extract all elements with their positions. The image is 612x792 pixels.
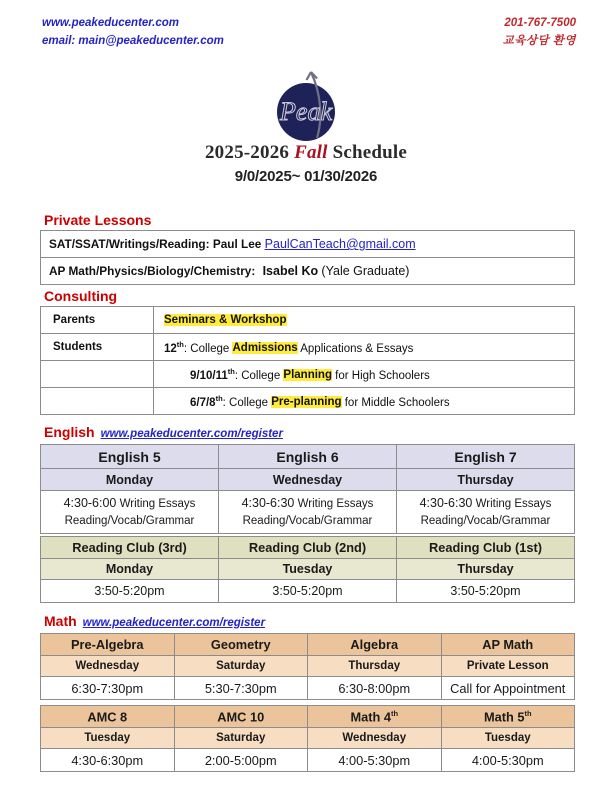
math-course-name: Math 4 [350,709,391,725]
table-row [41,258,575,285]
table-row [41,388,575,415]
table-row [41,469,575,491]
teacher-email-link[interactable]: PaulCanTeach@gmail.com [264,237,416,251]
title-season: Fall [294,142,328,163]
english-course-subject-2: Reading/Vocab/Grammar [242,514,373,527]
consulting-audience [41,388,154,415]
phone-text: 201-767-7500 [504,17,576,29]
consulting-audience [41,361,154,388]
english-course-subject-1: Writing Essays [475,497,552,510]
table-row [41,491,575,534]
math-table-1 [40,633,575,700]
contact-info-right [503,14,576,50]
consulting-audience: Parents [41,307,154,334]
website-text: www.peakeducenter.com [42,17,179,29]
math-course-suffix: th [524,708,532,718]
math-course-header [308,706,442,728]
consulting-table [40,306,575,415]
english-classes-table [40,444,575,534]
english-course-header: English 6 [219,445,397,469]
consulting-text: : College [222,396,272,409]
page-date-range: 9/0/2025~ 01/30/2026 [234,168,378,185]
private-lesson-subjects-2: AP Math/Physics/Biology/Chemistry: [49,264,256,278]
consulting-text: : College [183,342,233,355]
math-course-day: Tuesday [41,728,175,749]
math-course-day: Wednesday [308,728,442,749]
logo [0,60,612,140]
peak-logo-icon [261,60,351,144]
english-course-day: Thursday [397,469,575,491]
private-lesson-row-1 [41,231,575,258]
english-label-text: English [44,424,95,440]
math-course-day: Wednesday [41,656,175,677]
consulting-detail [154,388,575,415]
math-register-link[interactable]: www.peakeducenter.com/register [82,617,266,629]
english-course-subject-2: Reading/Vocab/Grammar [64,514,195,527]
private-lesson-row-2 [41,258,575,285]
reading-club-header: Reading Club (1st) [397,537,575,559]
private-lessons-table [40,230,575,285]
english-course-subject-1: Writing Essays [297,497,374,510]
math-course-header: Algebra [308,634,442,656]
private-lesson-subjects-1: SAT/SSAT/Writings/Reading: Paul Lee [49,237,262,251]
english-course-detail [219,491,397,534]
math-course-time: 2:00-5:00pm [174,749,308,772]
consulting-highlight: Admissions [232,342,298,355]
english-register-link[interactable]: www.peakeducenter.com/register [100,428,283,440]
english-course-subject-2: Reading/Vocab/Grammar [420,514,551,527]
english-course-detail [397,491,575,534]
math-course-name: AMC 10 [217,709,265,725]
page-title [0,142,612,164]
consulting-grade-suffix: th [176,339,184,349]
consulting-highlight: Planning [283,369,332,382]
table-row [41,728,575,749]
reading-club-header: Reading Club (2nd) [219,537,397,559]
reading-club-day: Monday [41,559,219,580]
math-course-day: Private Lesson [441,656,575,677]
english-course-header: English 7 [397,445,575,469]
consulting-grades: 12 [164,342,177,355]
math-course-header [174,706,308,728]
english-course-detail [41,491,219,534]
reading-club-day: Thursday [397,559,575,580]
english-course-day: Monday [41,469,219,491]
table-row [41,749,575,772]
consulting-highlight: Seminars & Workshop [164,314,287,326]
consulting-grades: 6/7/8 [190,396,216,409]
consulting-grades: 9/10/11 [190,369,228,382]
math-course-name: AMC 8 [87,709,128,725]
consulting-text-tail: Applications & Essays [297,342,414,355]
math-course-time: 6:30-8:00pm [308,677,442,700]
reading-club-time: 3:50-5:20pm [397,580,575,603]
reading-club-day: Tuesday [219,559,397,580]
english-course-header: English 5 [41,445,219,469]
math-course-time: 4:00-5:30pm [308,749,442,772]
math-course-time: Call for Appointment [441,677,575,700]
private-lesson-teacher-note-2: (Yale Graduate) [321,264,410,278]
svg-text:Peak: Peak [280,97,332,126]
consulting-text: : College [234,369,284,382]
consulting-detail [154,307,575,334]
consulting-detail [154,334,575,361]
title-year-range: 2025-2026 [204,142,290,163]
reading-club-table [40,536,575,603]
korean-note-text: 교육상담 환영 [502,35,576,47]
math-course-header: AP Math [441,634,575,656]
math-table-2 [40,705,575,772]
math-course-name: Math 5 [483,709,525,725]
consulting-grade-suffix: th [215,393,223,403]
english-course-time: 4:30-6:30 [241,495,295,510]
section-label-english [44,424,283,440]
math-course-day: Thursday [308,656,442,677]
section-label-private-lessons: Private Lessons [44,212,152,228]
table-row [41,537,575,559]
table-row [41,361,575,388]
math-course-time: 5:30-7:30pm [174,677,308,700]
consulting-highlight: Pre-planning [271,396,342,409]
math-label-text: Math [44,613,77,629]
math-course-header [441,706,575,728]
reading-club-header: Reading Club (3rd) [41,537,219,559]
table-row [41,334,575,361]
table-row [41,231,575,258]
math-course-day: Saturday [174,728,308,749]
math-course-header [41,706,175,728]
table-row [41,634,575,656]
section-label-math [44,613,265,629]
table-row [41,706,575,728]
math-course-day: Saturday [174,656,308,677]
english-course-time: 4:30-6:00 [63,495,117,510]
math-course-time: 4:00-5:30pm [441,749,575,772]
reading-club-time: 3:50-5:20pm [41,580,219,603]
math-course-day: Tuesday [441,728,575,749]
table-row [41,580,575,603]
english-course-time: 4:30-6:30 [419,495,473,510]
math-course-time: 4:30-6:30pm [41,749,175,772]
contact-info-left [42,14,224,50]
table-row [41,656,575,677]
reading-club-time: 3:50-5:20pm [219,580,397,603]
table-row [41,307,575,334]
english-course-subject-1: Writing Essays [119,497,196,510]
private-lesson-teacher-2: Isabel Ko [262,264,319,278]
email-text: email: main@peakeducenter.com [42,35,224,47]
math-course-header: Geometry [174,634,308,656]
consulting-audience: Students [41,334,154,361]
table-row [41,445,575,469]
consulting-text-tail: for Middle Schoolers [341,396,450,409]
consulting-grade-suffix: th [227,366,235,376]
math-course-header: Pre-Algebra [41,634,175,656]
math-course-suffix: th [390,708,399,718]
math-course-time: 6:30-7:30pm [41,677,175,700]
table-row [41,559,575,580]
consulting-text-tail: for High Schoolers [331,369,430,382]
consulting-detail [154,361,575,388]
section-label-consulting: Consulting [44,288,118,304]
title-word: Schedule [332,142,408,163]
table-row [41,677,575,700]
english-course-day: Wednesday [219,469,397,491]
